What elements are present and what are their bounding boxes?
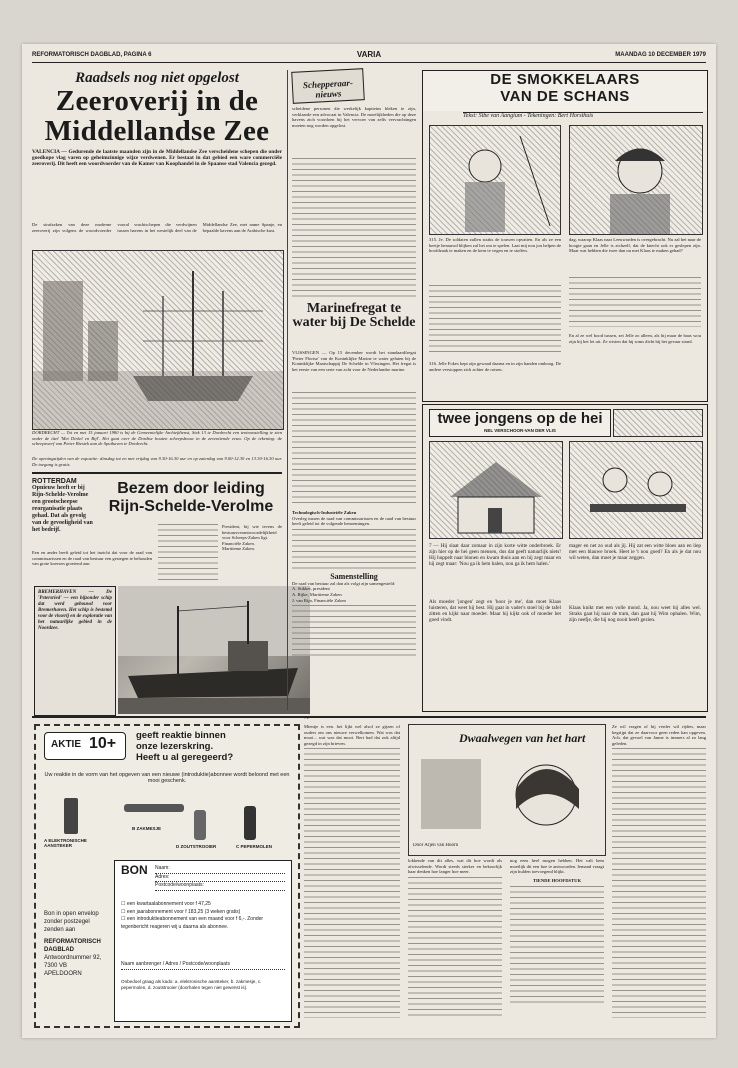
feuilleton-col-4-text: Ze wil vragen of hij verder wil rijden, maar begrijpt dat ze daarvoor geen reden kan opgeven. Ach, dat gevoel van Janne is immers al zo lang geleden.: [612, 724, 706, 746]
bon-options: [121, 901, 285, 931]
gift-label-c: C PEPERMOLEN: [236, 844, 273, 849]
headline-line-1: Zeeroverij in de: [55, 85, 259, 117]
caption-dordrecht: DORDRECHT — Tot en met 15 januari 1980 is bij de Gemeentelijke Archiefdienst, Stek 13 te Dordrecht een tentoonstelling te zien onder de titel 'Met Dirkel en Bijl'. Het gaat over de Dordtse houten scheepsbouw in de zeventiende eeuw. Op de tekening: de scheepswerf van Pieter Biestek aan de Spuihaven te Dordrecht.: [32, 430, 282, 447]
tech-title: Technologisch-Industriële Zaken: [292, 510, 357, 515]
bon-note: Onbedoel graag als kado: a. elektronische aansteker, b. zakmesje, c. pepermolen, d. zoutstrooier (doorhalen tegen niet gewenst is).: [121, 979, 262, 990]
house-drawing: [430, 442, 562, 538]
bon-field-city[interactable]: Postcode/woonplaats:: [155, 882, 285, 891]
comic-panel-room: [569, 441, 703, 539]
feuilleton-col-2-lines: [408, 877, 502, 1017]
feuilleton-col-3-lines: [510, 886, 604, 1004]
bottom-divider: [32, 716, 706, 718]
bon-fields: [155, 865, 285, 891]
bon-option-jaar-label: een jaarabonnement voor f 183,25 (3 weken gratis): [126, 908, 241, 915]
tech-text: Overleg tussen de raad van commissarissen en de raad van bestuur heeft geleid tot de volgende benoemingen.: [292, 515, 416, 527]
tiende-hoofdstuk: TIENDE HOOFDSTUK: [532, 877, 582, 883]
gift-label-d: D ZOUTSTROOIER: [176, 844, 217, 849]
subscription-ad: [34, 724, 300, 1028]
rotterdam-lead-text: Opnieuw heeft er bij Rijn-Schelde-Verolme een grootscheepse reorganisatie plaats gehad. Dat als gevolg van de gevoeligheid van het bedrijf.: [32, 485, 93, 533]
feuilleton-col-3: [510, 858, 604, 1024]
rotterdam-dateline: ROTTERDAM: [32, 478, 77, 485]
feuilleton-col-1-lines: [304, 748, 400, 1018]
panel-7-continued: Als moeder 'jongen' zegt en 'hoor je me', dan moet Klaas luisteren, dat weet hij best. Hij gaat in vader's stoel bij de tafel zitten en kijkt naar moeder. Maar hij kijkt ook of moeder het goed vindt.: [429, 599, 561, 623]
samenstelling-body: [292, 605, 416, 657]
gift-label-b: B ZAKMESJE: [132, 826, 162, 831]
twee-jongens-title: twee jongens op de hei: [437, 410, 603, 427]
feuilleton-col-2-text: lokkende van dit alles, wat dit hoe wordt als afwisselende. Wordt steeds sterker en bekoorlijk haar denken hoe langer hoe meer.: [408, 858, 502, 875]
headline-rsv: Rijn-Schelde-Verolme: [108, 498, 274, 515]
caption-opening-hours: De openingstijden van de expositie: dinsdag tot en met vrijdag van 9.30-16.30 uur en op zaterdag van 9.00-12.30 en 13.30-16.30 uur. De toegang is gratis.: [32, 456, 282, 467]
ship-illustration: [118, 586, 310, 714]
ad-headline-3: Heeft u al geregeerd?: [136, 752, 234, 763]
panel-315-drawing: [430, 126, 560, 234]
member-2: A. Rijke, Maritieme Zaken: [292, 591, 342, 597]
newspaper-page: [22, 44, 716, 1038]
dwaalwegen-header: [408, 724, 606, 856]
twee-jongens-right-text: mager en net zo oud als jij. Hij zat een witte bloes aan en liep met een blauwe broek. Heet ie 't nou goed? En als je dat nou wil weten, dan moet je maar zeggen.: [569, 543, 701, 561]
bon-option-introductie[interactable]: ☐ een introduktieabonnement van een maand voor f 6,-. Zonder tegenbericht reageren wij u daarna als abonnee.: [121, 916, 264, 930]
rotterdam-headline: [100, 480, 282, 520]
panel-7-text: 7 — Hij slaat daar zomaar in zijn korte witte onderbroek. Er zijn hier op de hei geen mensen, dus dat geeft natuurlijk niets! Hij huppelt naar binnen en kwam thuis aan en hij zegt maar en hij zegt maar: 'Nou ga ik hem halen, nou ga ik hem halen.': [429, 543, 561, 567]
technologisch-block: [292, 510, 416, 710]
bon-option-kwartaal[interactable]: ☐ een kwartaalabonnement voor f 47,25: [121, 901, 211, 907]
marinefregat-text: VLISSINGEN — Op 15 december wordt het standaardfregat 'Pieter Florisz' van de Koninklijke Marine te water gelaten bij de Koninklijke Maatschappij De Schelde in Vlissingen. Het fregat is het eerste van een serie van acht voor de Nederlandse marine.: [292, 350, 416, 372]
panel-315-body: [429, 285, 561, 355]
dwaalwegen-byline: Door Arjen van Hoorn: [413, 843, 459, 848]
twee-jongens-title-box: [429, 409, 611, 437]
marinefregat-headline: Marinefregat te water bij De Schelde: [292, 302, 416, 330]
comic-twee-jongens: [422, 404, 708, 712]
feuilleton-col-3-text: nog eens heel mogen hebben. Het valt hem moeilijk dit een hoe te antwoorden. Iemand vraagt zijn hulden toevoegend blijkt.: [510, 858, 604, 875]
twee-jongens-credit: NEL VERSCHOOR-VAN DER VLIS: [484, 428, 556, 433]
comic-panel-315: [429, 125, 561, 235]
mail-company: REFORMATORISCH DAGBLAD: [44, 939, 101, 953]
lead-paragraph: VALENCIA — Gedurende de laatste maanden zijn in de Middellandse Zee verscheidene schepen die onder goedkope vlag varen op geheimzinnige wijze verdwenen. Er bestaat in dat gebied een ware commerciële zeeroverij. Dit heeft een woordvoerder van de Kamer van Koophandel in de Spaanse stad Valencia gezegd.: [32, 149, 282, 168]
article-zeeroverij: [32, 70, 282, 220]
comic-panel-house: [429, 441, 563, 539]
zeeroverij-body: De strafzaken van deze moderne zeeroverij zijn volgens de woordvoerder vooral vrachtschepen die verdwijnen tussen havens in het westelijk deel van de Middellandse Zee, met name Spanje, en bepaalde havens aan de Arabische kust.: [32, 222, 282, 233]
aktie-badge: [44, 732, 126, 760]
ship-photo: [118, 586, 310, 714]
rotterdam-text-column: [158, 524, 218, 580]
schepperaar-banner-text: Schepperaar-nieuws: [302, 77, 354, 100]
aktie-label: AKTIE: [51, 739, 81, 750]
member-1: A. Stikker, president: [292, 586, 330, 592]
feuilleton-col-1-text: Mientje is een. het lijkt wel alsof ze gijzen of ouders om ons nieuwe verwelkomen. Wat was dat mooi... wat was dat mooi. Bert had dat ook altijd gezegd in zijn brieven.: [304, 724, 400, 746]
smokkelaars-right-body: [569, 277, 701, 327]
feuilleton-col-2: [408, 858, 502, 1024]
marinefregat-headline-box: [292, 302, 416, 346]
comic-smokkelaars: [422, 70, 708, 402]
page-number-71: 71: [304, 716, 309, 721]
feuilleton-col-1: [304, 724, 400, 1024]
headline-bezem: Bezem door leiding: [117, 480, 265, 497]
header-date: MAANDAG 10 DECEMBER 1979: [615, 52, 706, 58]
panel-316-drawing: [570, 126, 702, 234]
bon-title: BON: [121, 863, 148, 877]
smokkelaars-credit: Tekst: Sibe van Aangium - Tekeningen: Bert Horsthuis: [463, 112, 703, 122]
feuilleton-col-4: [612, 724, 706, 1024]
member-3: J. van Rijn, Financiële Zaken: [292, 597, 346, 603]
smokkelaars-title-2: VAN DE SCHANS: [500, 88, 630, 105]
column-rule: [287, 70, 288, 710]
smokkelaars-title-1: DE SMOKKELAARS: [490, 71, 640, 88]
twee-jongens-right-text-2: Klaas knikt met een volle mond. Ja, nou weet hij alles wel. Straks gaat hij naar de tram, dan gaat hij Wim ophalen. Wim, zijn neefje, die hij nog nooit heeft gezien.: [569, 605, 701, 623]
twee-jongens-header-art: [613, 409, 703, 437]
aktie-number: 10+: [89, 735, 117, 752]
ad-headline: [136, 730, 292, 770]
ad-subtext: Uw reaktie in de vorm van het opgeven van een nieuwe (introduktie)abonnee wordt beloond met een mooi geschenk.: [44, 772, 290, 784]
tech-body-lines: [292, 529, 416, 569]
dwaalwegen-title: Dwaalwegen van het hart: [459, 731, 586, 745]
ad-headline-1: geeft reaktie binnen: [136, 730, 226, 741]
tech-list-item-3: Maritieme Zaken.: [222, 546, 255, 552]
ad-mailing-address: [44, 910, 104, 1020]
samenstelling-heading: Samenstelling: [330, 571, 378, 581]
order-coupon[interactable]: [114, 860, 292, 1022]
ad-headline-2: onze lezerskring.: [136, 741, 214, 752]
dordrecht-engraving: [32, 250, 284, 430]
middle-col-text: scheidene personen die werkelijk kapiteins bleken te zijn, verklaarde een advocaat in Valencia. De moeilijkheden die op deze havens zich voordoen bij het vervoer van zelfs vervrachtingen moeten nog worden opgelost.: [292, 106, 416, 128]
bon-footer[interactable]: Naam aanbrenger / Adres / Postcode/woonplaats: [121, 961, 285, 970]
page-header: [32, 50, 706, 63]
panel-316-text: 316. Jelle Fokes kept zijn gewaad daarna en in zijn handen omhoog. De andere verstoppen zich achter de rotsen.: [429, 361, 561, 372]
tech-list-item-2: Financiële Zaken.: [222, 540, 255, 546]
smokkelaars-right-text: dag, waarop Klaas naar Leeuwarden is overgebracht. Nu zal het naar de hoogte gaan en Jelle is zichzelf, dat de knecht ook er geslepen zijn. Maar wat hebben die twee dan nu met Klaas te maken gehad?: [569, 237, 701, 254]
rotterdam-body: Een en ander heeft geleid tot het inzicht dat voor de raad van commissarissen en de raad van bestuur een gestegen te behouden van grote koersen groeiend aan.: [32, 550, 152, 567]
schepperaar-banner: [291, 68, 365, 104]
mail-instruction: Bon in open envelop zonder postzegel zenden aan: [44, 911, 99, 933]
gift-label-a: A ELEKTRONISCHE AANSTEKER: [44, 838, 87, 848]
header-left: REFORMATORISCH DAGBLAD, PAGINA 6: [32, 52, 152, 58]
tech-list-item-1: President, bij wie tevens de bestuursverantwoordelijkheid voor Scheeps-Zaken ligt.: [222, 524, 282, 541]
shipyard-illustration: [33, 251, 283, 429]
smokkelaars-title-box: [423, 71, 707, 111]
comic-panel-316: [569, 125, 703, 235]
divider: [32, 472, 282, 474]
smokkelaars-right-text-2: En al ze wel bood tussen, zei Jelle zo alleen, als hij maar de baas wou zijn hij het lei uit. Ze wisten dat hij soms dicht bij het gevaar stond.: [569, 333, 701, 344]
kicker: Raadsels nog niet opgelost: [75, 70, 239, 86]
bon-field-address[interactable]: Adres:: [155, 874, 285, 883]
room-drawing: [570, 442, 702, 538]
feuilleton-col-4-lines: [612, 748, 706, 1018]
bon-option-kwartaal-label: een kwartaalabonnement voor f 47,25: [126, 901, 211, 907]
bon-option-introductie-label: een introduktieabonnement van een maand voor f 6,-. Zonder tegenbericht reageren wij u daarna als abonnee.: [121, 916, 264, 930]
bon-field-name[interactable]: Naam:: [155, 865, 285, 874]
panel-315-text: 315. Je. De soldaten zullen straks de touwen opvatten. En als ze een beetje benauwd blijken zal het om te spelen. Laat mij nou jou helpen de hoofdzaak te maken en de kern te vegen en te stoffen.: [429, 237, 561, 254]
caption-box-bremerhaven: [34, 586, 116, 716]
bon-option-jaar[interactable]: ☐ een jaarabonnement voor f 183,25 (3 weken gratis): [121, 908, 241, 915]
mail-antwoordnummer: Antwoordnummer 92,: [44, 955, 102, 961]
mail-postcode: 7300 VB APELDOORN: [44, 963, 82, 977]
rotterdam-lead: [32, 478, 94, 550]
technologisch-list: [222, 524, 282, 580]
headline-line-2: Middellandse Zee: [44, 115, 270, 147]
header-section: VARIA: [356, 50, 382, 59]
dwaalwegen-illustration: [411, 749, 601, 841]
middle-col-lines: [292, 158, 416, 298]
marinefregat-body: [292, 392, 416, 504]
samenstelling-text: De raad van bestuur zal dan als volgt zijn samengesteld:: [292, 580, 396, 586]
caption-bremerhaven: BREMERHAVEN — De 'Petersried' — een bijzonder schip dat werd gebouwd voor Bremerhaven. Het schip is bestemd voor de visserij en de exploratie van het natuurlijke gebied in de Noordzee.: [38, 590, 112, 631]
